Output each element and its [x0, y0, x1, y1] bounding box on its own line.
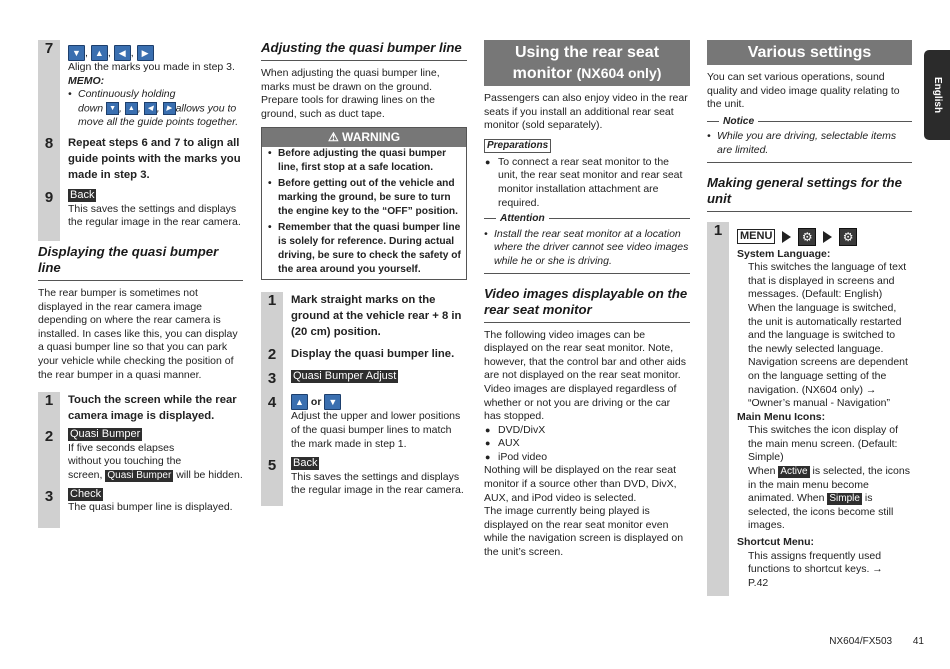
memo-label: MEMO:: [68, 74, 105, 87]
column-3: [484, 40, 690, 560]
setting-label: System Language:: [737, 247, 831, 260]
setting-desc: This switches the language of text that is displayed in screens and messages. (Default: English) When the language is switched, the unit is automatically restarted and the language is switched to the newly selected language. Navigation screens are dependent on the language setting of the navigation. (NX604 only) →: [748, 261, 908, 396]
setting-desc: is selected, the icons in the main menu become animated. When: [748, 465, 910, 505]
step-number: 4: [267, 394, 277, 412]
step-text: Display the quasi bumper line.: [291, 348, 455, 361]
list-item: ● DVD/DivX: [498, 424, 690, 438]
step-text: without you touching the: [68, 455, 182, 468]
setting-ref: P.42: [748, 576, 769, 589]
step-1: [261, 292, 467, 340]
setting-desc: When: [748, 465, 776, 478]
list-item: ● AUX: [498, 437, 690, 451]
memo-text: Continuously holding: [78, 88, 176, 101]
paragraph: Nothing will be displayed on the rear seat monitor if a source other than DVD, DivX, AUX, and iPod video is selected.: [484, 464, 677, 504]
step-2: [38, 428, 243, 482]
step-5: [261, 457, 467, 498]
tab-label: English: [931, 76, 943, 114]
step-number: 1: [267, 292, 277, 310]
down-arrow-icon: ▼: [68, 45, 85, 61]
section-heading: Displaying the quasi bumper line: [38, 244, 243, 281]
down-arrow-icon: ▼: [106, 102, 119, 115]
step-number: 3: [267, 370, 277, 388]
attention-item: • Install the rear seat monitor at a location where the driver cannot see video images while he or she is driving.: [494, 228, 690, 269]
setting-ref: “Owner’s manual - Navigation”: [748, 397, 891, 410]
paragraph: When adjusting the quasi bumper line, marks must be drawn on the ground. Prepare tools for drawing lines on the ground, such as duct tape.: [261, 67, 440, 120]
setting-label: Main Menu Icons:: [737, 410, 826, 423]
step-text: Touch the screen while the rear camera image is displayed.: [68, 394, 237, 423]
left-arrow-icon: ◀: [144, 102, 157, 115]
section-heading: Adjusting the quasi bumper line: [261, 40, 467, 61]
model-number: NX604/FX503: [829, 636, 893, 648]
steps-1-5: [261, 292, 467, 498]
steps-1-3: [38, 392, 243, 515]
up-arrow-icon[interactable]: ▲: [291, 394, 308, 410]
section-title: Various settings: [707, 40, 912, 65]
section-title: [484, 40, 690, 86]
attention-label: Attention: [500, 213, 545, 225]
warning-item: • Before getting out of the vehicle and marking the ground, be sure to turn the engine key to the “OFF” position.: [278, 177, 466, 219]
steps-7-9: [38, 40, 243, 230]
section-heading: Video images displayable on the rear seat monitor: [484, 286, 690, 323]
page-number: 41: [912, 636, 924, 648]
title-text: (NX604 only): [576, 65, 662, 81]
warning-icon: ⚠: [327, 130, 339, 145]
title-text: Using the rear seat: [514, 44, 660, 61]
down-arrow-icon[interactable]: ▼: [324, 394, 341, 410]
active-button[interactable]: Active: [780, 466, 808, 478]
step-text: If five seconds elapses: [68, 441, 175, 454]
warning-title: WARNING: [342, 130, 401, 145]
simple-button[interactable]: Simple: [829, 493, 860, 505]
warning-item: • Before adjusting the quasi bumper line, first stop at a safe location.: [278, 147, 466, 175]
paragraph: The following video images can be displayed on the rear seat monitor. Note, however, that the control bar and other aids are not displayed on the rear seat monitor. Video images are displayed regardless of whether or not you are driving or the car has stopped.: [484, 328, 686, 423]
section-heading: Making general settings for the unit: [707, 175, 912, 212]
memo-item: • Continuously holding down ▼ , ▲ , ◀ , ▶ allows you to move all the guide points together.: [78, 88, 243, 129]
settings-gear-icon[interactable]: ⚙: [798, 228, 816, 246]
step-4: [261, 394, 467, 451]
preparations-label: Preparations: [484, 139, 551, 153]
up-arrow-icon: ▲: [125, 102, 138, 115]
step-text: Align the marks you made in step 3.: [68, 61, 235, 73]
warning-item: • Remember that the quasi bumper line is solely for reference. During actual driving, be sure to check the safety of the area around you yourself.: [278, 221, 466, 277]
arrow-right-icon: [782, 231, 791, 243]
notice-label: Notice: [723, 115, 755, 127]
notice-item: • While you are driving, selectable items are limited.: [717, 130, 912, 157]
divider: [707, 162, 912, 163]
paragraph: Passengers can also enjoy video in the rear seats if you install an additional rear seat monitor (sold separately).: [484, 92, 688, 132]
separator: ,: [85, 46, 88, 59]
step-3: [261, 370, 467, 388]
setting-label: Shortcut Menu:: [737, 536, 814, 549]
column-1: [38, 40, 243, 515]
step-number: 3: [44, 487, 54, 505]
step-number: 8: [44, 135, 54, 153]
step-text: will be hidden.: [176, 468, 243, 481]
check-button[interactable]: Check: [70, 487, 102, 500]
left-arrow-icon: ◀: [114, 45, 131, 61]
warning-box: [261, 127, 467, 280]
quasi-bumper-adjust-button[interactable]: Quasi Bumper Adjust: [293, 370, 397, 383]
step-number: 1: [713, 221, 723, 239]
separator: ,: [130, 46, 134, 59]
step-number: 1: [44, 392, 54, 410]
quasi-bumper-button[interactable]: Quasi Bumper: [107, 469, 172, 481]
column-2: [261, 40, 467, 498]
step-number: 9: [44, 189, 54, 207]
list-item: ● iPod video: [498, 451, 690, 465]
step-number: 7: [44, 40, 54, 57]
step-text: Repeat steps 6 and 7 to align all guide points with the marks you made in step 3.: [68, 137, 241, 182]
separator: ,: [107, 46, 111, 59]
warning-header: [262, 128, 466, 147]
paragraph: You can set various operations, sound quality and video image quality relating to the unit.: [707, 71, 900, 111]
back-button[interactable]: Back: [293, 457, 318, 470]
or-text: or: [310, 396, 322, 409]
right-arrow-icon: ▶: [163, 102, 176, 115]
memo-text: allows you to: [175, 102, 237, 115]
setting-desc: This assigns frequently used functions to shortcut keys. →: [748, 549, 883, 576]
step-number: 2: [44, 428, 54, 446]
right-arrow-icon: ▶: [137, 45, 154, 61]
step-text: This saves the settings and displays the regular image in the rear camera.: [68, 202, 241, 229]
menu-button[interactable]: MENU: [737, 229, 775, 244]
step-8: [38, 135, 243, 183]
step-text: Mark straight marks on the ground at the vehicle rear + 8 in (20 cm) position.: [291, 294, 462, 339]
up-arrow-icon: ▲: [91, 45, 108, 61]
setting-desc: This switches the icon display of the main menu screen. (Default: Simple): [748, 424, 898, 464]
paragraph: The image currently being played is displayed on the rear seat monitor even while the navigation screen is displayed on the unit’s screen.: [484, 505, 684, 559]
memo-text: down: [78, 102, 104, 115]
step-7: [38, 40, 243, 129]
quasi-bumper-button[interactable]: Quasi Bumper: [70, 428, 141, 441]
step-number: 5: [267, 457, 277, 475]
paragraph: The rear bumper is sometimes not displayed in the rear camera image depending on where the rear camera is installed. In cases like this, you can display a quasi bumper line so that you can park your vehicle while checking the position of the rear bumper in a quasi manner.: [38, 287, 238, 381]
setting-desc: is selected, the icons become still images.: [748, 492, 894, 532]
attention-header: [484, 212, 690, 226]
step-text: Adjust the upper and lower positions of the quasi bumper lines to match the mark made in step 1.: [291, 410, 461, 450]
language-tab: [924, 50, 950, 140]
footer: [811, 635, 924, 649]
divider: [484, 273, 690, 274]
preparation-item: ● To connect a rear seat monitor to the unit, the rear seat monitor and rear seat monitor installation attachment are required.: [498, 156, 690, 210]
column-4: [707, 40, 912, 590]
step-text: This saves the settings and displays the regular image in the rear camera.: [291, 470, 464, 497]
step-1: [38, 392, 243, 424]
step-3: [38, 488, 243, 515]
step-2: [261, 346, 467, 364]
arrow-right-icon: [823, 231, 832, 243]
settings-gear-icon[interactable]: ⚙: [839, 228, 857, 246]
step-text: The quasi bumper line is displayed.: [68, 501, 233, 514]
title-text: monitor: [512, 65, 573, 82]
step-9: [38, 189, 243, 230]
back-button[interactable]: Back: [70, 189, 95, 202]
step-1: [707, 222, 912, 591]
step-1-container: [707, 222, 912, 591]
notice-header: [707, 115, 912, 129]
step-text: screen,: [68, 468, 103, 481]
step-number: 2: [267, 346, 277, 364]
memo-text: move all the guide points together.: [78, 115, 239, 128]
